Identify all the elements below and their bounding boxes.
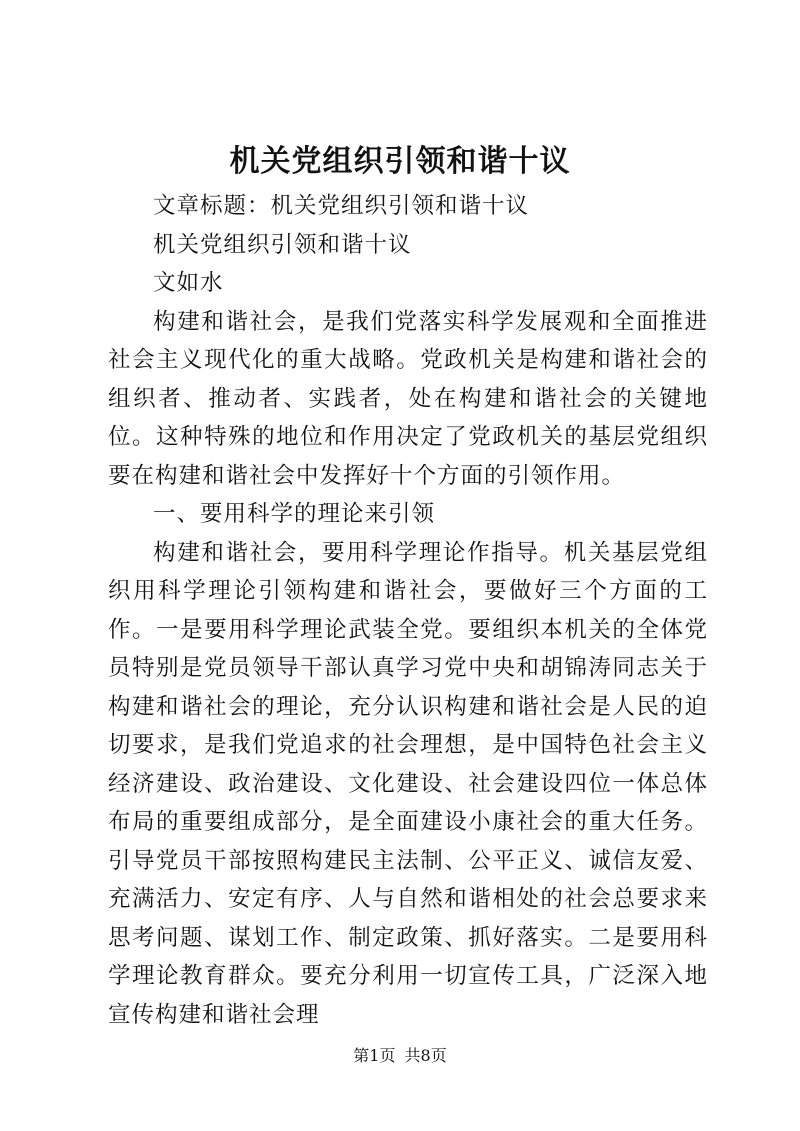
subtitle-line: 机关党组织引领和谐十议 xyxy=(153,231,412,258)
document-body xyxy=(108,187,708,1034)
intro-paragraph: 构建和谐社会，是我们党落实科学发展观和全面推进社会主义现代化的重大战略。党政机关是构建和谐社会的组织者、推动者、实践者，处在构建和谐社会的关键地位。这种特殊的地位和作用决定了党政机关的基层党组织要在构建和谐社会中发挥好十个方面的引领作用。 xyxy=(108,308,708,489)
body-paragraph: 构建和谐社会，要用科学理论作指导。机关基层党组织用科学理论引领构建和谐社会，要做好三个方面的工作。一是要用科学理论武装全党。要组织本机关的全体党员特别是党员领导干部认真学习党中央和胡锦涛同志关于构建和谐社会的理论，充分认识构建和谐社会是人民的迫切要求，是我们党追求的社会理想，是中国特色社会主义经济建设、政治建设、文化建设、社会建设四位一体总体布局的重要组成部分，是全面建设小康社会的重大任务。引导党员干部按照构建民主法制、公平正义、诚信友爱、充满活力、安定有序、人与自然和谐相处的社会总要求来思考问题、谋划工作、制定政策、抓好落实。二是要用科学理论教育群众。要充分利用一切宣传工具，广泛深入地宣传构建和谐社会理 xyxy=(108,539,708,1028)
article-title-line: 文章标题：机关党组织引领和谐十议 xyxy=(153,193,530,219)
section-heading: 一、要用科学的理论来引领 xyxy=(153,501,436,527)
document-title: 机关党组织引领和谐十议 xyxy=(229,144,571,179)
page-number-footer: 第1页 共8页 xyxy=(353,1046,447,1065)
author-line: 文如水 xyxy=(153,270,224,296)
